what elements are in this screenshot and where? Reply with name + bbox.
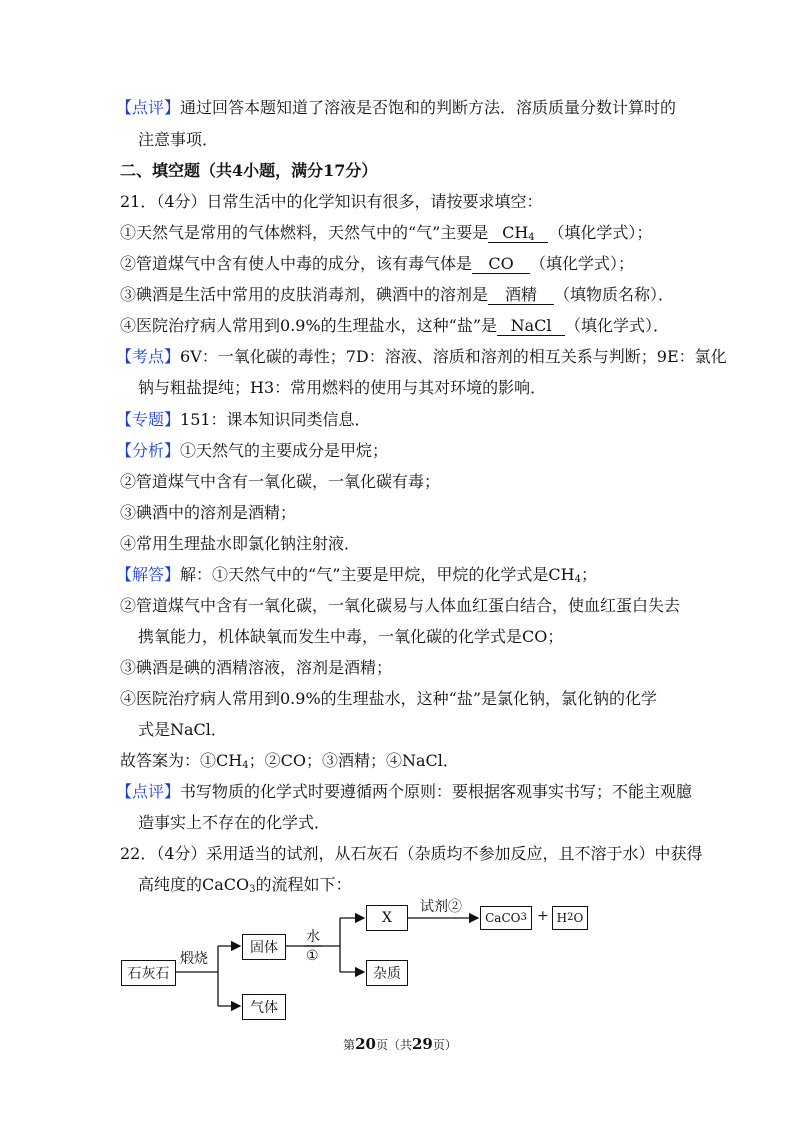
limestone-box: 石灰石 [121, 960, 176, 986]
fenxi-line-2: ②管道煤气中含有一氧化碳，一氧化碳有毒； [120, 472, 441, 491]
reagent2-label: 试剂② [420, 899, 462, 915]
jieda-tag: 【解答】 [116, 565, 181, 584]
q21-item-3: ③碘酒是生活中常用的皮肤消毒剂，碘酒中的溶剂是 酒精 （填物质名称）． [120, 285, 675, 304]
jieda-line: 【解答】解：①天然气中的“气”主要是甲烷，甲烷的化学式是$CH_4$； [116, 565, 597, 585]
step1-label: ① [306, 948, 319, 964]
review-line-2: 注意事项． [138, 130, 219, 149]
fenxi-line: 【分析】①天然气的主要成分是甲烷； [116, 441, 389, 460]
page-footer: 第20页（共29页） [343, 1035, 457, 1053]
q21-item-2: ②管道煤气中含有使人中毒的成分，该有毒气体是 CO （填化学式）； [120, 254, 635, 273]
fenxi-line-3: ③碘酒中的溶剂是酒精； [120, 503, 297, 522]
review-tag: 【点评】 [116, 98, 181, 117]
x-box: X [366, 905, 408, 931]
jieda-line-4b: 式是NaCl． [138, 720, 227, 739]
q21-item-1: ①天然气是常用的气体燃料，天然气中的“气”主要是 $CH_4$ （填化学式）； [120, 223, 653, 243]
plus-sign: + [537, 908, 549, 924]
answer-blank: 酒精 [488, 286, 554, 305]
h2o-box: H 2 O [552, 906, 588, 930]
calcine-label: 煅烧 [180, 951, 208, 967]
answer-blank: CO [472, 255, 530, 274]
jieda-line-3: ③碘酒是碘的酒精溶液，溶剂是酒精； [120, 658, 393, 677]
kaodian-line-2: 钠与粗盐提纯；H3：常用燃料的使用与其对环境的影响． [138, 378, 547, 397]
page-number: 20 [355, 1035, 376, 1053]
water-label: 水 [306, 929, 320, 945]
section-title: 二、填空题（共4小题，满分17分） [120, 161, 378, 180]
fenxi-tag: 【分析】 [116, 441, 181, 460]
question-21: 21．（4分）日常生活中的化学知识有很多，请按要求填空： [120, 192, 543, 211]
jieda-line-4: ④医院治疗病人常用到0.9%的生理盐水，这种“盐”是氯化钠，氯化钠的化学 [120, 689, 658, 708]
kaodian-line: 【考点】6V：一氧化碳的毒性；7D：溶液、溶质和溶剂的相互关系与判断；9E：氯化 [116, 347, 727, 366]
total-pages: 29 [412, 1035, 433, 1053]
impurity-box: 杂质 [366, 960, 408, 986]
gas-box: 气体 [242, 994, 286, 1020]
fenxi-line-4: ④常用生理盐水即氯化钠注射液． [120, 534, 361, 553]
review-line: 【点评】通过回答本题知道了溶液是否饱和的判断方法．溶质质量分数计算时的 [116, 98, 677, 117]
question-22-line-2: 高纯度的CaCO$_3$的流程如下： [138, 875, 352, 895]
answer-summary: 故答案为：$①CH_4$；②CO；③酒精；④NaCl． [120, 751, 459, 771]
jieda-line-2b: 携氧能力，机体缺氧而发生中毒，一氧化碳的化学式是CO； [138, 627, 564, 646]
zhuanti-tag: 【专题】 [116, 410, 181, 429]
question-22: 22．（4分）采用适当的试剂，从石灰石（杂质均不参加反应，且不溶于水）中获得 [120, 844, 703, 863]
q21-item-4: ④医院治疗病人常用到0.9%的生理盐水，这种“盐”是 NaCl （填化学式）． [120, 316, 670, 335]
review2-line: 【点评】书写物质的化学式时要遵循两个原则：要根据客观事实书写；不能主观臆 [116, 782, 693, 801]
caco3-box: CaCO 3 [480, 906, 532, 930]
solid-box: 固体 [242, 934, 286, 960]
zhuanti-line: 【专题】151：课本知识同类信息． [116, 410, 371, 429]
kaodian-tag: 【考点】 [116, 347, 181, 366]
review2-line-2: 造事实上不存在的化学式． [138, 813, 331, 832]
answer-blank: $CH_4$ [488, 224, 548, 243]
answer-blank: NaCl [497, 317, 565, 336]
review2-tag: 【点评】 [116, 782, 181, 801]
jieda-line-2: ②管道煤气中含有一氧化碳，一氧化碳易与人体血红蛋白结合，使血红蛋白失去 [120, 596, 681, 615]
